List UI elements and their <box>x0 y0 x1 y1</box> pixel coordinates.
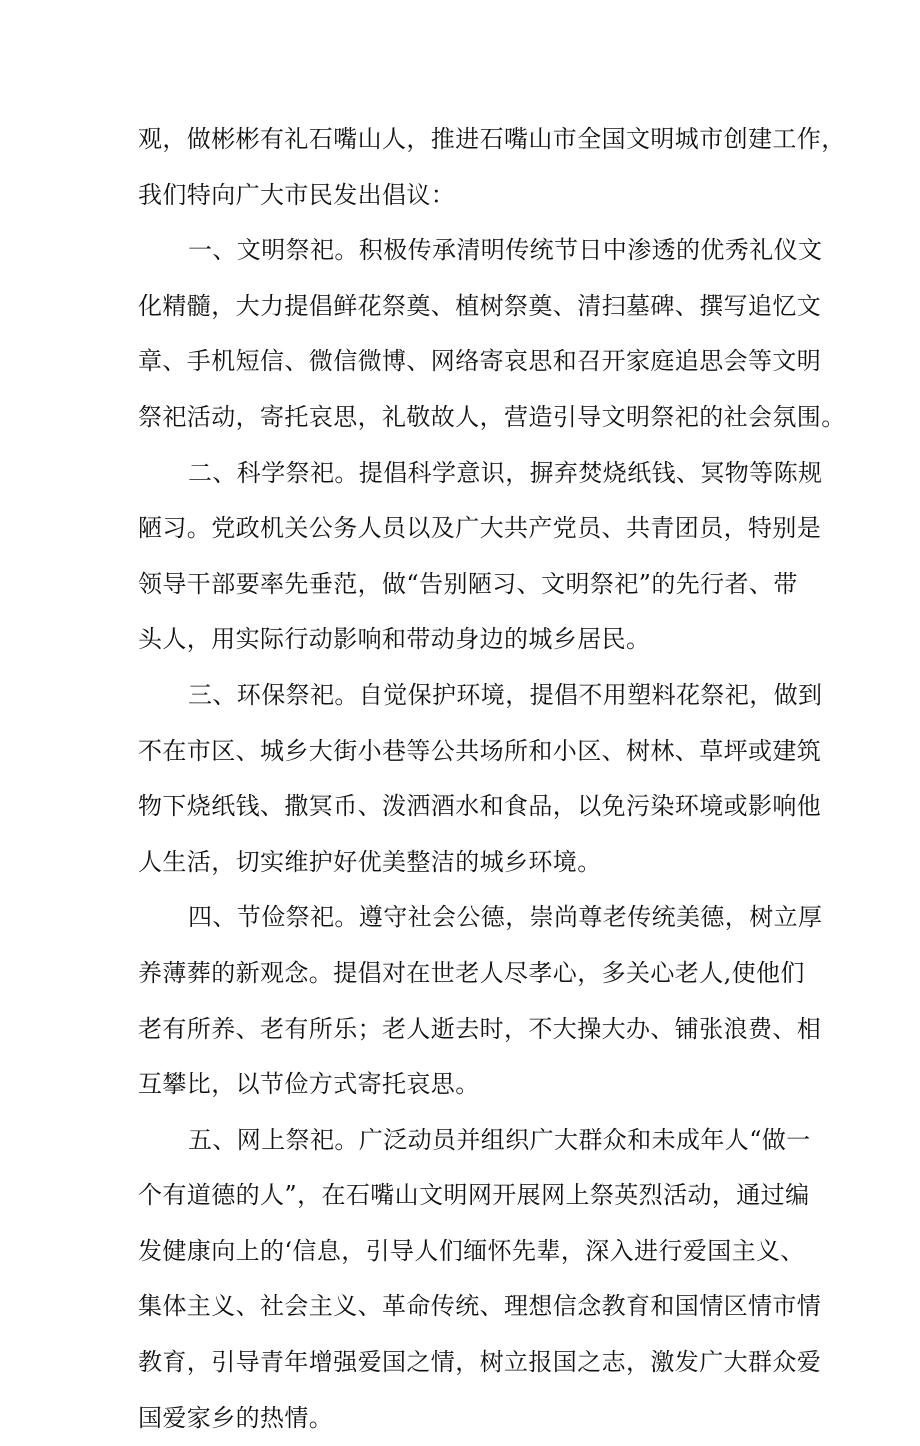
text-line: 人生活，切实维护好优美整洁的城乡环境。 <box>138 847 602 876</box>
text-line: 教育，引导青年增强爱国之情，树立报国之志，激发广大群众爱 <box>138 1348 822 1377</box>
text-line: 陋习。党政机关公务人员以及广大共产党员、共青团员，特别是 <box>138 514 822 543</box>
text-line: 领导干部要率先垂范，做“告别陋习、文明祭祀”的先行者、带 <box>138 569 798 598</box>
text-line: 物下烧纸钱、撒冥币、泼洒酒水和食品，以免污染环境或影响他 <box>138 792 822 821</box>
text-line: 发健康向上的‘信息，引导人们缅怀先辈，深入进行爱国主义、 <box>138 1236 805 1265</box>
paragraph-first-line: 四、节俭祭祀。遵守社会公德，崇尚尊老传统美德，树立厚 <box>188 903 823 932</box>
text-line: 互攀比，以节俭方式寄托哀思。 <box>138 1070 480 1099</box>
text-line: 祭祀活动，寄托哀思，礼敬故人，营造引导文明祭祀的社会氛围。 <box>138 402 846 431</box>
paragraph-first-line: 五、网上祭祀。广泛动员并组织广大群众和未成年人“做一 <box>188 1125 811 1154</box>
paragraph-first-line: 一、文明祭祀。积极传承清明传统节日中渗透的优秀礼仪文 <box>188 236 823 265</box>
text-line: 观，做彬彬有礼石嘴山人，推进石嘴山市全国文明城市创建工作， <box>138 125 846 153</box>
text-line: 不在市区、城乡大街小巷等公共场所和小区、树林、草坪或建筑 <box>138 736 822 765</box>
paragraph-first-line: 三、环保祭祀。自觉保护环境，提倡不用塑料花祭祀，做到 <box>188 680 823 709</box>
text-line: 集体主义、社会主义、革命传统、理想信念教育和国情区情市情 <box>138 1292 822 1321</box>
text-line: 化精髓，大力提倡鲜花祭奠、植树祭奠、清扫墓碑、撰写追忆文 <box>138 291 822 320</box>
text-line: 章、手机短信、微信微博、网络寄哀思和召开家庭追思会等文明 <box>138 347 822 376</box>
text-line: 老有所养、老有所乐；老人逝去时，不大操大办、铺张浪费、相 <box>138 1014 822 1043</box>
text-line: 我们特向广大市民发出倡议： <box>138 180 456 209</box>
paragraph-first-line: 二、科学祭祀。提倡科学意识，摒弃焚烧纸钱、冥物等陈规 <box>188 458 823 487</box>
text-line: 头人，用实际行动影响和带动身边的城乡居民。 <box>138 625 651 654</box>
text-line: 个有道德的人”，在石嘴山文明网开展网上祭英烈活动，通过编 <box>138 1181 810 1210</box>
text-line: 国爱家乡的热情。 <box>138 1403 334 1432</box>
text-line: 养薄葬的新观念。提倡对在世老人尽孝心，多关心老人,使他们 <box>138 958 805 987</box>
document-body <box>138 112 846 1446</box>
